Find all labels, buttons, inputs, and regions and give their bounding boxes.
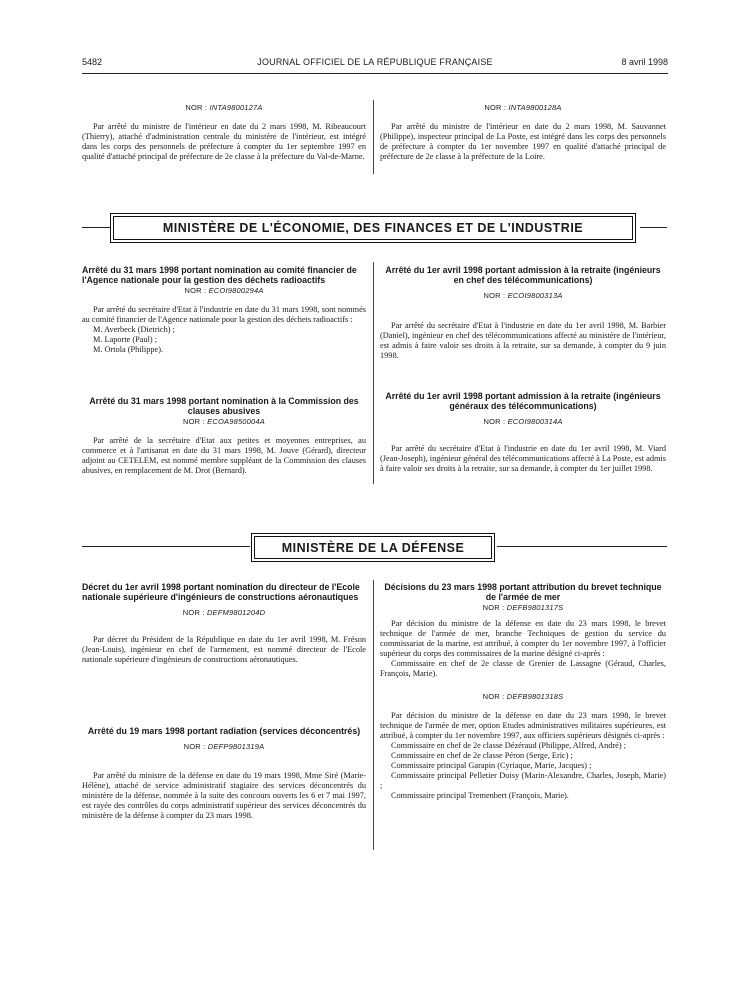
top-left-article (82, 103, 366, 162)
banner-rule-left (82, 546, 250, 547)
nor-line (82, 742, 366, 752)
page-number: 5482 (82, 57, 103, 67)
nominee-name: Commissaire en chef de 2e classe Dézéraud (Philippe, Alfred, André) ; (391, 741, 626, 750)
nor-line (82, 608, 366, 618)
nor-label: NOR : (183, 742, 206, 751)
page-header (82, 57, 668, 73)
article-text: Par arrêté du secrétaire d'Etat à l'industrie en date du 31 mars 1998, sont nommés au comité financier de l'Agence nationale pour la gestion des déchets radioactifs : (82, 305, 366, 324)
ministry-banner (110, 213, 636, 243)
column-divider (373, 580, 374, 850)
nor-code: ECOI9800313A (507, 291, 563, 300)
nor-label: NOR : (484, 103, 507, 112)
top-right-article (380, 103, 666, 162)
article-text: Par arrêté du secrétaire d'Etat à l'industrie en date du 1er avril 1998, M. Barbier (Daniel), ingénieur en chef des télécommunications affecté au ministère de l'intérieur, est admis à faire valoir ses droits à la retraite, sur sa demande, à compter du 9 juin 1998. (380, 321, 666, 360)
article-retraite-ingenieurs-chef (380, 265, 666, 361)
article-title: Décret du 1er avril 1998 portant nomination du directeur de l'Ecole nationale supérieure d'ingénieurs de constructions aéronautiques (82, 582, 360, 602)
nor-label: NOR : (182, 608, 205, 617)
nor-line (380, 603, 666, 613)
article-title: Arrêté du 31 mars 1998 portant nomination au comité financier de l'Agence nationale pour la gestion des déchets radioactifs (82, 265, 357, 285)
nominee-name: Commissaire en chef de 2e classe de Grenier de Lassagne (Géraud, Charles, François, Marie). (380, 659, 666, 678)
nominee-name: Commissaire principal Garapin (Cyriaque, Marie, Jacques) ; (391, 761, 592, 770)
nor-line (82, 103, 366, 113)
nor-code: ECOI9800314A (507, 417, 563, 426)
nor-code: DEFB9801317S (506, 603, 564, 612)
nor-label: NOR : (184, 286, 207, 295)
nor-code: DEFB9801318S (506, 692, 564, 701)
header-rule (82, 73, 668, 74)
nominee-name: Commissaire en chef de 2e classe Péron (Serge, Eric) ; (391, 751, 573, 760)
article-title: Arrêté du 1er avril 1998 portant admission à la retraite (ingénieurs généraux des télécommunications) (385, 391, 661, 411)
banner-rule-left (82, 227, 110, 228)
nor-code: DEFP9801319A (207, 742, 265, 751)
nor-label: NOR : (483, 291, 506, 300)
nor-label: NOR : (482, 692, 505, 701)
nominee-name: M. Ortola (Philippe). (93, 345, 164, 354)
article-text: Par arrêté de la secrétaire d'Etat aux petites et moyennes entreprises, au commerce et à l'artisanat en date du 31 mars 1998, M. Jouve (Gérard), directeur adjoint au CETELEM, est nommé membre suppléant de la Commission des clauses abusives, en remplacement de M. Drot (Bernard). (82, 436, 366, 475)
nominee-name: Commissaire principal Tremenbert (François, Marie). (391, 791, 569, 800)
article-text: Par décision du ministre de la défense en date du 23 mars 1998, le brevet technique de l'armée de mer, branche Techniques de gestion du service du commissariat de la marine, est attribué, à compter du 1er novembre 1997, à l'officier supérieur du corps des commissaires de la marine désigné ci-après : (380, 619, 666, 658)
nor-code: INTA9800127A (209, 103, 263, 112)
article-text: Par arrêté du secrétaire d'Etat à l'industrie en date du 1er avril 1998, M. Viard (Jean-Joseph), ingénieur général des télécommunications affecté à La Poste, est admis à faire valoir ses droits à la retraite, sur sa demande, à compter du 1er juillet 1998. (380, 444, 666, 473)
nor-label: NOR : (482, 603, 505, 612)
nor-line (380, 692, 666, 702)
article-title: Arrêté du 1er avril 1998 portant admission à la retraite (ingénieurs en chef des télécommunications) (385, 265, 661, 285)
article-text: Par décision du ministre de la défense en date du 23 mars 1998, le brevet technique de l'armée de mer, option Etudes administratives militaires supérieures, est attribué, à compter du 1er novembre 1997, aux officiers supérieurs désignés ci-après : (380, 711, 666, 740)
article-title: Arrêté du 19 mars 1998 portant radiation (services déconcentrés) (87, 726, 361, 736)
article-text: Par arrêté du ministre de l'intérieur en date du 2 mars 1998, M. Ribeaucourt (Thierry), attaché d'administration centrale du ministère de l'intérieur, est intégré dans les corps des personnels de préfecture à compter du 1er septembre 1997 en qualité d'attaché principal de préfecture de 2e classe à la préfecture du Val-de-Marne. (82, 122, 366, 161)
banner-rule-right (497, 546, 667, 547)
article-radiation (82, 726, 366, 821)
article-decret-ensica (82, 582, 366, 665)
column-divider (373, 262, 374, 484)
banner-rule-right (640, 227, 667, 228)
nor-code: ECOI9800294A (208, 286, 264, 295)
article-title: Décisions du 23 mars 1998 portant attribution du brevet technique de l'armée de mer (384, 582, 662, 602)
nor-line (82, 417, 366, 427)
nor-code: DEFM9801204D (206, 608, 266, 617)
nominee-name: M. Laporte (Paul) ; (93, 335, 158, 344)
column-divider (373, 100, 374, 174)
article-afgd (82, 265, 366, 355)
article-text: Par décret du Président de la République en date du 1er avril 1998, M. Fréson (Jean-Louis), ingénieur en chef de l'armement, est nommé directeur de l'Ecole nationale supérieure d'ingénieurs de constructions aéronautiques. (82, 635, 366, 664)
nor-code: ECOA9850004A (207, 417, 265, 426)
nor-code: INTA9800128A (508, 103, 562, 112)
article-brevet-technique (380, 582, 666, 801)
ministry-title: MINISTÈRE DE LA DÉFENSE (254, 536, 492, 559)
nominee-name: M. Averbeck (Dietrich) ; (93, 325, 175, 334)
article-title: Arrêté du 31 mars 1998 portant nomination à la Commission des clauses abusives (89, 396, 359, 416)
article-clauses-abusives (82, 396, 366, 476)
nor-line (380, 291, 666, 301)
issue-date: 8 avril 1998 (621, 57, 668, 67)
ministry-title: MINISTÈRE DE L'ÉCONOMIE, DES FINANCES ET DE L'INDUSTRIE (113, 216, 633, 240)
article-text: Par arrêté du ministre de la défense en date du 19 mars 1998, Mme Siré (Marie-Hélène), attaché de service administratif stagiaire des services déconcentrés du ministère de la défense, nommée à la suite des concours ouverts les 6 et 7 mai 1997, est rayée des contrôles du corps administratif supérieur des services déconcentrés du ministère de la défense à compter du 23 mars 1998. (82, 771, 366, 820)
nor-line (380, 103, 666, 113)
nominee-name: Commissaire principal Pelletier Doisy (Marin-Alexandre, Charles, Joseph, Marie) ; (380, 771, 666, 790)
nor-label: NOR : (183, 417, 205, 426)
nor-line (82, 286, 366, 296)
nor-label: NOR : (185, 103, 208, 112)
article-text: Par arrêté du ministre de l'intérieur en date du 2 mars 1998, M. Sauvannet (Philippe), inspecteur principal de La Poste, est intégré dans les corps des personnels de préfecture à compter du 1er novembre 1997 en qualité d'attaché principal de préfecture de 2e classe à la préfecture de la Loire. (380, 122, 666, 161)
article-retraite-ingenieurs-generaux (380, 391, 666, 474)
nor-line (380, 417, 666, 427)
ministry-banner (251, 533, 495, 562)
nor-label: NOR : (483, 417, 506, 426)
journal-title: JOURNAL OFFICIEL DE LA RÉPUBLIQUE FRANÇAISE (257, 57, 493, 67)
